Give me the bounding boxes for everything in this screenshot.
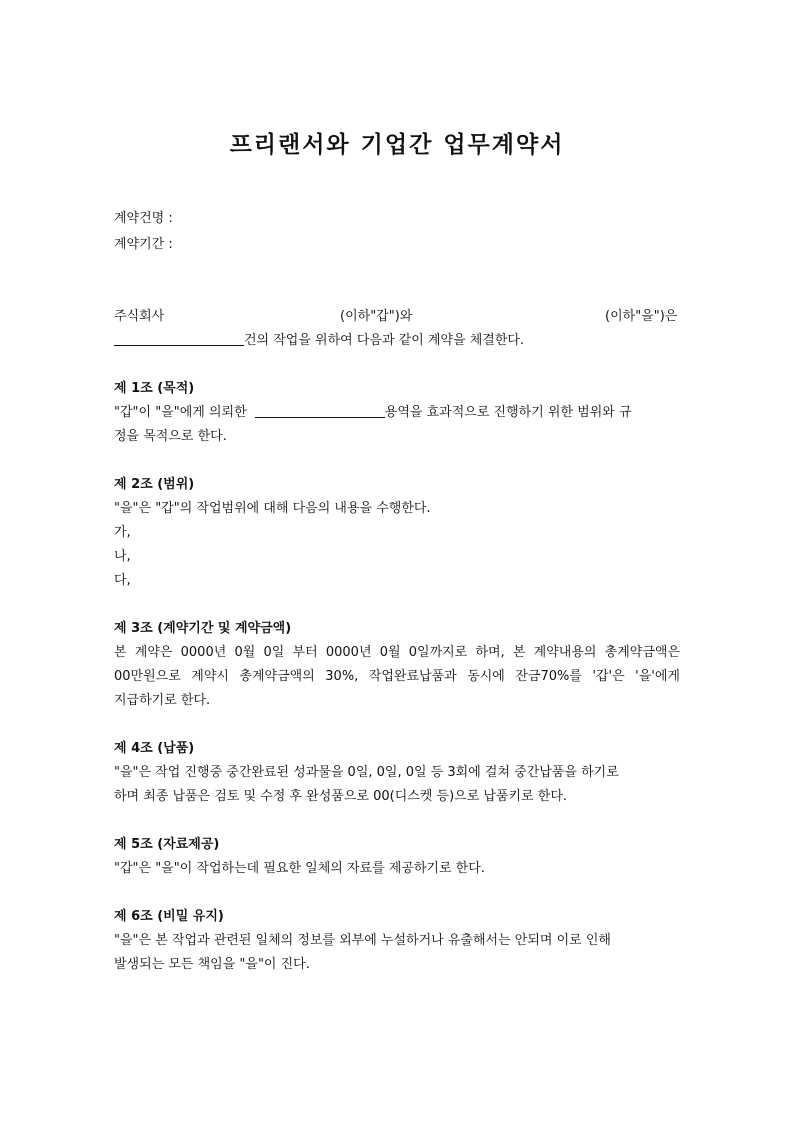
article-4-line: "을"은 작업 진행중 중간완료된 성과물을 0일, 0일, 0일 등 3회에 걸쳐 중간납품을 하기로	[114, 765, 619, 780]
article-1-line-1	[114, 404, 680, 422]
article-6-line: "을"은 본 작업과 관련된 일체의 정보를 외부에 누설하거나 유출해서는 안되며 이로 인해	[114, 933, 611, 948]
article-2-line: "을"은 "갑"의 작업범위에 대해 다음의 내용을 수행한다.	[114, 501, 431, 516]
article-2-item-da: 다,	[114, 573, 131, 588]
article-2-item-ga: 가,	[114, 525, 131, 540]
article-6-line: 발생되는 모든 책임을 "을"이 진다.	[114, 957, 310, 972]
article-3-heading: 제 3조 (계약기간 및 계약금액)	[114, 621, 292, 636]
contract-period-label: 계약기간 :	[114, 237, 173, 252]
gap-party-label: (이하"갑")와	[340, 309, 413, 324]
article-3-line: 00만원으로 계약시 총계약금액의 30%, 작업완료납품과 동시에 잔금70%를 '갑'은 '을'에게	[114, 669, 680, 684]
article-6-heading: 제 6조 (비밀 유지)	[114, 909, 224, 924]
article-3-line: 지급하기로 한다.	[114, 693, 211, 708]
article-2-item-na: 나,	[114, 549, 131, 564]
article-4-line: 하며 최종 납품은 검토 및 수정 후 완성품으로 00(디스켓 등)으로 납품키로 한다.	[114, 789, 568, 804]
purpose-text: 건의 작업을 위하여 다음과 같이 계약을 체결한다.	[244, 333, 525, 348]
article-2-heading: 제 2조 (범위)	[114, 477, 195, 492]
article-1-suffix: 용역을 효과적으로 진행하기 위한 범위와 규	[384, 405, 632, 420]
article-1-prefix: "갑"이 "을"에게 의뢰한	[114, 405, 247, 420]
service-name-blank	[255, 405, 385, 418]
article-5-heading: 제 5조 (자료제공)	[114, 837, 220, 852]
article-1-line-2: 정을 목적으로 한다.	[114, 429, 227, 444]
contract-name-label: 계약건명 :	[114, 211, 173, 226]
article-5-line: "갑"은 "을"이 작업하는데 필요한 일체의 자료를 제공하기로 한다.	[114, 861, 485, 876]
project-name-blank	[114, 333, 244, 346]
purpose-line	[114, 332, 680, 350]
article-1-heading: 제 1조 (목적)	[114, 381, 195, 396]
document-title: 프리랜서와 기업간 업무계약서	[229, 131, 565, 158]
article-3-line: 본 계약은 0000년 0월 0일 부터 0000년 0월 0일까지로 하며, 본 계약내용의 총계약금액은	[114, 645, 680, 660]
company-prefix: 주식회사	[114, 309, 165, 324]
article-4-heading: 제 4조 (납품)	[114, 741, 195, 756]
eul-party-label: (이하"을")은	[605, 309, 678, 324]
